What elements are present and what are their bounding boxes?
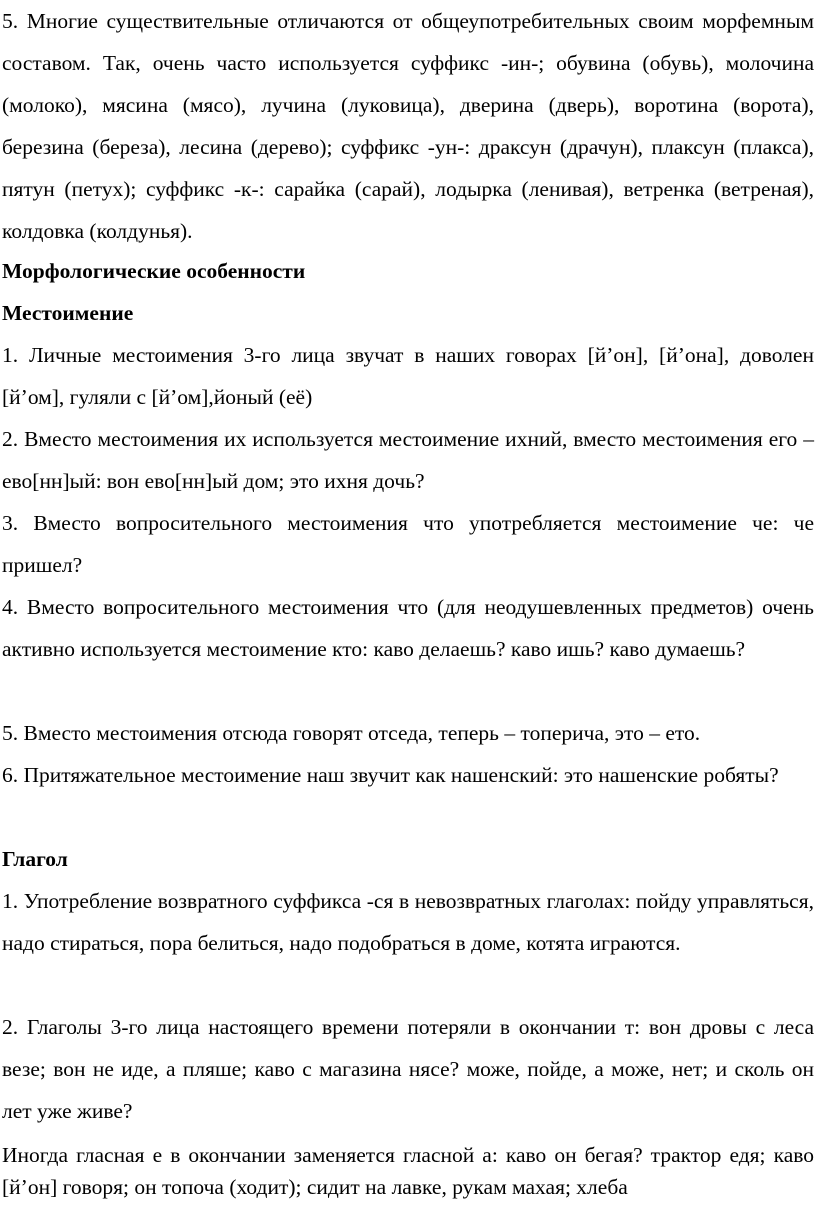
paragraph-verb-3: Иногда гласная е в окончании заменяется гласной а: каво он бегая? трактор едя; каво [й’он] говоря; он топоча (ходит); сидит на лавке, рукам махая; хлеба	[2, 1143, 814, 1199]
paragraph-pronoun-1: 1. Личные местоимения 3-го лица звучат в наших говорах [й’он], [й’она], доволен [й’ом], гуляли с [й’ом],йоный (её)	[2, 343, 814, 409]
paragraph-pronoun-4: 4. Вместо вопросительного местоимения что (для неодушевленных предметов) очень активно используется местоимение кто: каво делаешь? каво ишь? каво думаешь?	[2, 595, 814, 661]
paragraph-pronoun-6: 6. Притяжательное местоимение наш звучит как нашенский: это нашенские робяты?	[2, 763, 779, 787]
paragraph-pronoun-2: 2. Вместо местоимения их используется местоимение ихний, вместо местоимения его – ево[нн]ый: вон ево[нн]ый дом; это ихня дочь?	[2, 427, 814, 493]
heading-morphology: Морфологические особенности	[2, 259, 306, 283]
paragraph-pronoun-3: 3. Вместо вопросительного местоимения что употребляется местоимение че: че пришел?	[2, 511, 814, 577]
paragraph-nouns-suffixes: 5. Многие существительные отличаются от общеупотребительных своим морфемным составом. Так, очень часто используется суффикс -ин-; обувина (обувь), молочина (молоко), мясина (мясо), лучина (луковица), дверина (дверь), воротина (ворота), березина (береза), лесина (дерево); суффикс -ун-: драксун (драчун), плаксун (плакса), пятун (петух); суффикс -к-: сарайка (сарай), лодырка (ленивая), ветренка (ветреная), колдовка (колдунья).	[2, 9, 814, 243]
heading-pronoun: Местоимение	[2, 301, 134, 325]
paragraph-verb-1: 1. Употребление возвратного суффикса -ся в невозвратных глаголах: пойду управляться, надо стираться, пора белиться, надо подобраться в доме, котята играются.	[2, 889, 814, 955]
paragraph-pronoun-5: 5. Вместо местоимения отсюда говорят отседа, теперь – топерича, это – ето.	[2, 721, 701, 745]
paragraph-verb-2: 2. Глаголы 3-го лица настоящего времени потеряли в окончании т: вон дровы с леса везе; вон не иде, а пляше; каво с магазина нясе? може, пойде, а може, нет; и сколь он лет уже живе?	[2, 1015, 814, 1123]
heading-verb: Глагол	[2, 847, 68, 871]
